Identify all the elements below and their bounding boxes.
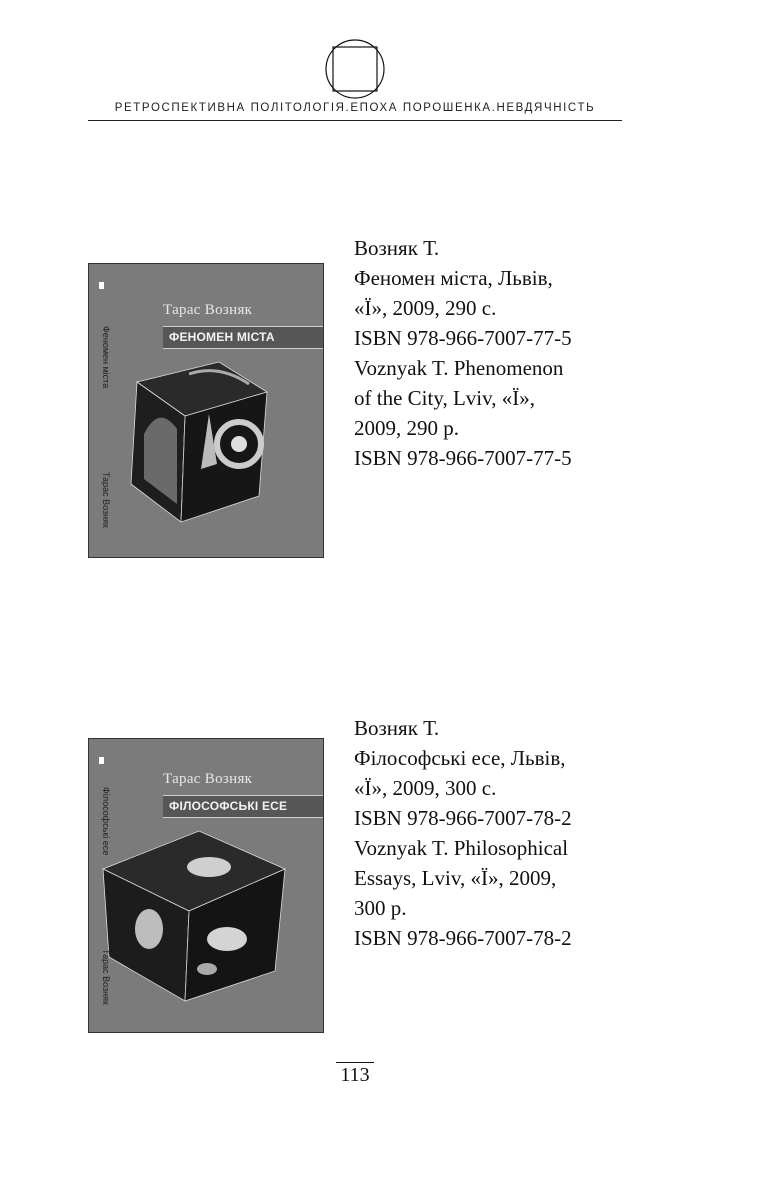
- entry-line: Voznyak T. Phenomenon: [354, 356, 564, 380]
- entry-line: Возняк Т.: [354, 716, 440, 740]
- cover-author: Тарас Возняк: [163, 771, 253, 787]
- entry-line: of the City, Lviv, «Ї»,: [354, 386, 536, 410]
- entry-line: Філософські есе, Львів,: [354, 746, 566, 770]
- running-header: РЕТРОСПЕКТИВНА ПОЛІТОЛОГІЯ.ЕПОХА ПОРОШЕНКА.НЕВДЯЧНІСТЬ: [114, 102, 596, 114]
- circle-square-emblem-icon: [324, 38, 386, 100]
- cover-title-band: [163, 795, 323, 818]
- entry-line: «Ї», 2009, 290 с.: [354, 296, 497, 320]
- header-rule: [88, 120, 622, 121]
- entry-line: Возняк Т.: [354, 236, 440, 260]
- entry-line: ISBN 978-966-7007-77-5: [354, 326, 572, 350]
- page-number: 113: [336, 1062, 374, 1087]
- entry-line: ISBN 978-966-7007-78-2: [354, 806, 572, 830]
- entry-line: Феномен міста, Львів,: [354, 266, 553, 290]
- entry-line: 300 p.: [354, 896, 407, 920]
- book-cover-phenomenon-of-city: [88, 263, 324, 558]
- cover-title: ФІЛОСОФСЬКІ ЕСЕ: [169, 799, 288, 813]
- cover-title: ФЕНОМЕН МІСТА: [169, 330, 275, 344]
- cover-spine-author: Тарас Возняк: [101, 472, 111, 528]
- book-cover-philosophical-essays: [88, 738, 324, 1033]
- cover-author: Тарас Возняк: [163, 302, 253, 318]
- entry-line: ISBN 978-966-7007-77-5: [354, 446, 572, 470]
- entry-line: «Ї», 2009, 300 с.: [354, 776, 497, 800]
- entry-line: Voznyak T. Philosophical: [354, 836, 569, 860]
- cover-title-band: [163, 326, 323, 349]
- entry-line: Essays, Lviv, «Ї», 2009,: [354, 866, 557, 890]
- entry-line: 2009, 290 p.: [354, 416, 459, 440]
- cover-spine-title: Феномен міста: [101, 326, 111, 389]
- cover-spine-author: Тарас Возняк: [101, 949, 111, 1005]
- entry-line: ISBN 978-966-7007-78-2: [354, 926, 572, 950]
- cover-spine-title: Філософські есе: [101, 787, 111, 856]
- book-entry-2: [354, 713, 654, 953]
- book-entry-1: [354, 233, 654, 473]
